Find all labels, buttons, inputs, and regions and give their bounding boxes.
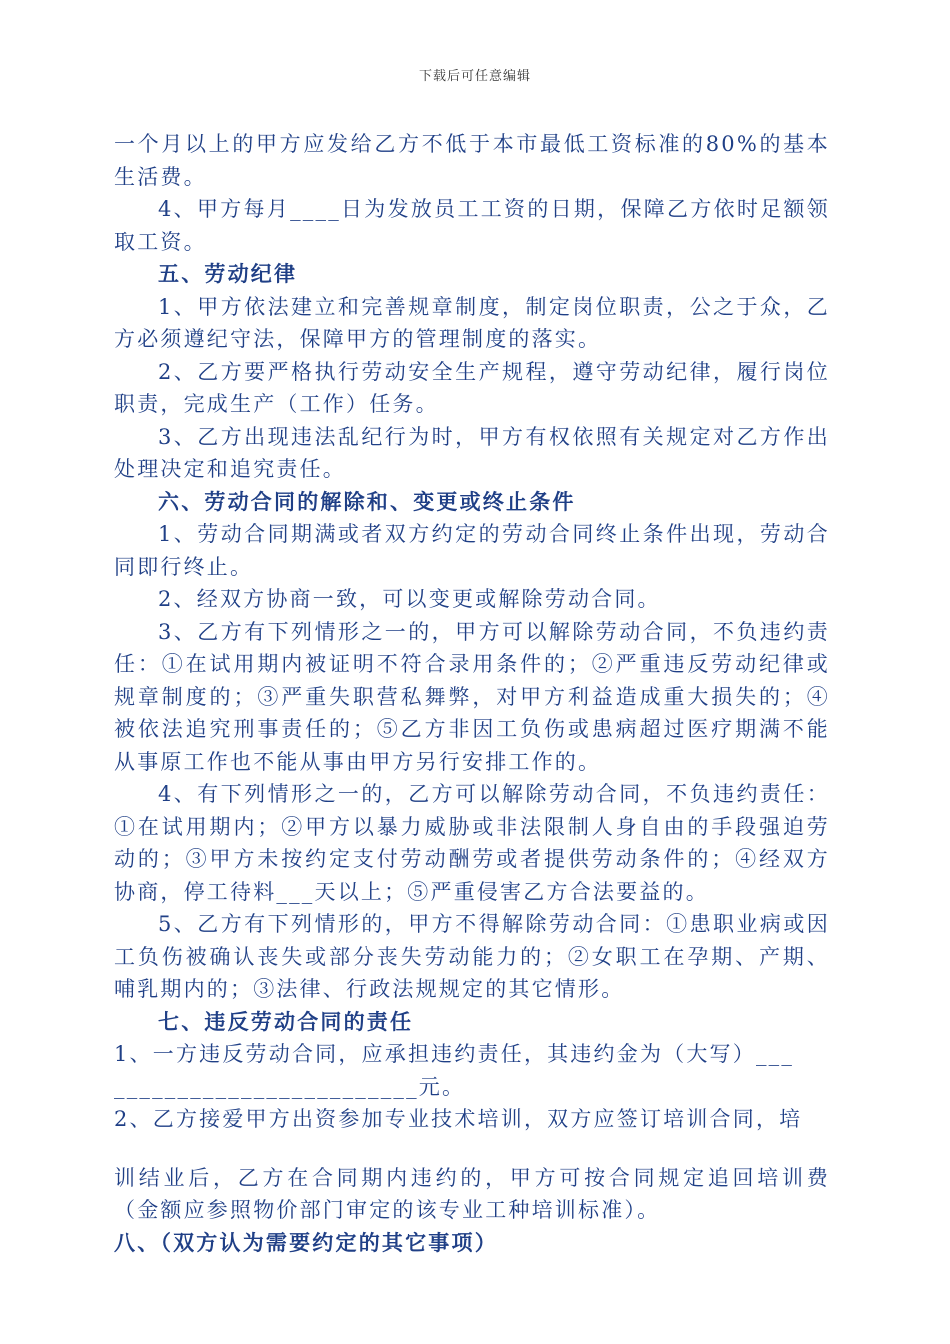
paragraph-discipline-3: 3、乙方出现违法乱纪行为时，甲方有权依照有关规定对乙方作出处理决定和追究责任。: [114, 424, 830, 481]
paragraph-discipline-2: 2、乙方要严格执行劳动安全生产规程，遵守劳动纪律，履行岗位职责，完成生产（工作）任务。: [114, 359, 830, 416]
paragraph-penalty-amount: 1、一方违反劳动合同，应承担违约责任，其违约金为（大写）___: [114, 1042, 795, 1066]
heading-breach-liability: 七、违反劳动合同的责任: [158, 1008, 414, 1034]
heading-labor-discipline: 五、劳动纪律: [158, 261, 298, 286]
heading-termination-conditions: 六、劳动合同的解除和、变更或终止条件: [158, 488, 576, 514]
paragraph-penalty-blank: ________________________元。: [114, 1074, 466, 1099]
heading-other-matters: 八、（双方认为需要约定的其它事项）: [114, 1229, 498, 1255]
page-header-note: 下载后可任意编辑: [418, 69, 531, 84]
paragraph-termination-1: 1、劳动合同期满或者双方约定的劳动合同终止条件出现，劳动合同即行终止。: [114, 522, 830, 579]
paragraph-training-1: 2、乙方接爱甲方出资参加专业技术培训，双方应签订培训合同，培: [114, 1107, 803, 1131]
paragraph-termination-2: 2、经双方协商一致，可以变更或解除劳动合同。: [158, 587, 661, 611]
paragraph-termination-3: 3、乙方有下列情形之一的，甲方可以解除劳动合同，不负违约责任：①在试用期内被证明不符合录用条件的；②严重违反劳动纪律或规章制度的；③严重失职营私舞弊，对甲方利益造成重大损失的；④被依法追究刑事责任的；⑤乙方非因工负伤或患病超过医疗期满不能从事原工作也不能从事由甲方另行安排工作的。: [114, 619, 830, 774]
document-body: [114, 128, 830, 1259]
paragraph-pay-date: 4、甲方每月____日为发放员工工资的日期，保障乙方依时足额领取工资。: [114, 197, 830, 254]
paragraph-training-2: 训结业后，乙方在合同期内违约的，甲方可按合同规定追回培训费（金额应参照物价部门审定的该专业工种培训标准）。: [114, 1165, 830, 1222]
paragraph-termination-5: 5、乙方有下列情形的，甲方不得解除劳动合同：①患职业病或因工负伤被确认丧失或部分丧失劳动能力的；②女职工在孕期、产期、哺乳期内的；③法律、行政法规规定的其它情形。: [114, 912, 830, 1001]
page-gap: [114, 1136, 830, 1162]
paragraph-termination-4: 4、有下列情形之一的，乙方可以解除劳动合同，不负违约责任：①在试用期内；②甲方以暴力威胁或非法限制人身自由的手段强迫劳动的；③甲方未按约定支付劳动酬劳或者提供劳动条件的；④经双方协商，停工待料___天以上；⑤严重侵害乙方合法要益的。: [114, 782, 830, 904]
paragraph-discipline-1: 1、甲方依法建立和完善规章制度，制定岗位职责，公之于众，乙方必须遵纪守法，保障甲方的管理制度的落实。: [114, 294, 830, 351]
paragraph-living-allowance: 一个月以上的甲方应发给乙方不低于本市最低工资标准的80%的基本生活费。: [114, 132, 830, 189]
